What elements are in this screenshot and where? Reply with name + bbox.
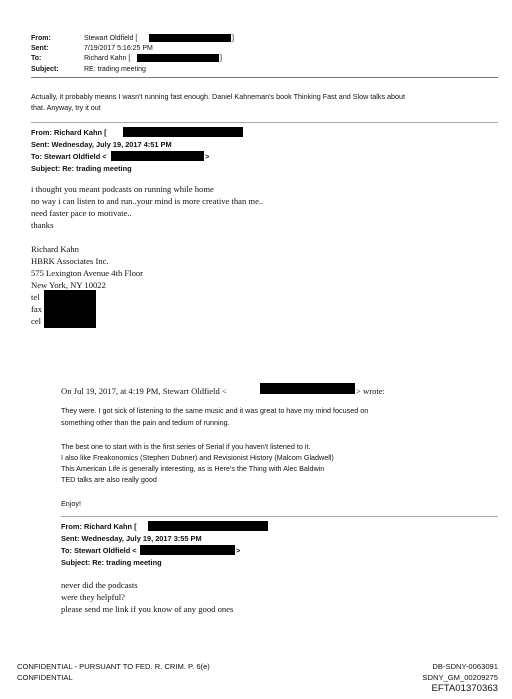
bates-number: DB-SDNY-0063091	[432, 662, 498, 671]
body-line: please send me link if you know of any good ones	[61, 604, 234, 614]
from-line: From: Richard Kahn [	[61, 522, 137, 531]
redaction-box	[149, 34, 231, 42]
redaction-box	[44, 290, 96, 328]
sent-value: 7/19/2017 5:16:25 PM	[84, 45, 153, 52]
sent-label: Sent:	[31, 45, 49, 52]
quote-divider	[61, 516, 498, 517]
quote-intro: On Jul 19, 2017, at 4:19 PM, Stewart Oldfield <	[61, 386, 227, 396]
body-line: This American Life is generally interesting, as is Here's the Thing with Alec Baldwin	[61, 464, 325, 473]
quote-intro-end: > wrote:	[356, 386, 385, 396]
body-line: were they helpful?	[61, 592, 125, 602]
bates-number: SDNY_GM_00209275	[422, 673, 498, 682]
sent-line: Sent: Wednesday, July 19, 2017 3:55 PM	[61, 534, 202, 543]
body-line: i thought you meant podcasts on running while home	[31, 184, 214, 194]
redaction-box	[123, 127, 243, 137]
body-line: The best one to start with is the first series of Serial if you haven't listened to it.	[61, 442, 311, 451]
body-line: something other than the pain and tedium of running.	[61, 418, 230, 427]
redaction-box	[140, 545, 235, 555]
signature-line: 575 Lexington Avenue 4th Floor	[31, 268, 144, 278]
signature-line: HBRK Associates Inc.	[31, 256, 109, 266]
to-line: To: Stewart Oldfield <	[61, 546, 137, 555]
from-label: From:	[31, 35, 51, 42]
quote-divider	[31, 122, 498, 123]
body-line: I also like Freakonomics (Stephen Dubner) and Revisionist History (Malcom Gladwell)	[61, 453, 334, 462]
subject-value: RE: trading meeting	[84, 66, 146, 73]
redaction-box	[137, 54, 219, 62]
redaction-box	[111, 151, 204, 161]
confidential-notice: CONFIDENTIAL - PURSUANT TO FED. R. CRIM. P. 6(e)	[17, 662, 210, 671]
efta-number: EFTA01370363	[431, 683, 498, 694]
closing-line: Enjoy!	[61, 499, 81, 508]
confidential-label: CONFIDENTIAL	[17, 673, 73, 682]
from-line: From: Richard Kahn [	[31, 128, 107, 137]
to-value: Richard Kahn [	[84, 55, 131, 62]
redaction-box	[148, 521, 268, 531]
from-close: ]	[232, 35, 234, 42]
to-close: ]	[220, 55, 222, 62]
body-line: thanks	[31, 220, 54, 230]
signature-line: New York, NY 10022	[31, 280, 106, 290]
subject-line: Subject: Re: trading meeting	[31, 164, 132, 173]
body-line: They were. I got sick of listening to the same music and it was great to have my mind focused on	[61, 406, 369, 415]
signature-fax: fax	[31, 304, 42, 314]
signature-cel: cel	[31, 316, 42, 326]
to-close: >	[205, 152, 210, 161]
to-line: To: Stewart Oldfield <	[31, 152, 107, 161]
signature-line: Richard Kahn	[31, 244, 79, 254]
header-divider	[31, 77, 498, 78]
body-line: TED talks are also really good	[61, 475, 157, 484]
to-close: >	[236, 546, 241, 555]
subject-line: Subject: Re: trading meeting	[61, 558, 162, 567]
body-line: that. Anyway, try it out	[31, 103, 101, 112]
to-label: To:	[31, 55, 42, 62]
signature-tel: tel	[31, 292, 40, 302]
subject-label: Subject:	[31, 66, 59, 73]
sent-line: Sent: Wednesday, July 19, 2017 4:51 PM	[31, 140, 172, 149]
from-value: Stewart Oldfield [	[84, 35, 138, 42]
body-line: Actually, it probably means I wasn't running fast enough. Daniel Kahneman's book Thinking Fast and Slow talks about	[31, 92, 406, 101]
redaction-box	[260, 383, 355, 394]
body-line: need faster pace to motivate..	[31, 208, 132, 218]
body-line: never did the podcasts	[61, 580, 138, 590]
body-line: no way i can listen to and run..your mind is more creative than me..	[31, 196, 264, 206]
